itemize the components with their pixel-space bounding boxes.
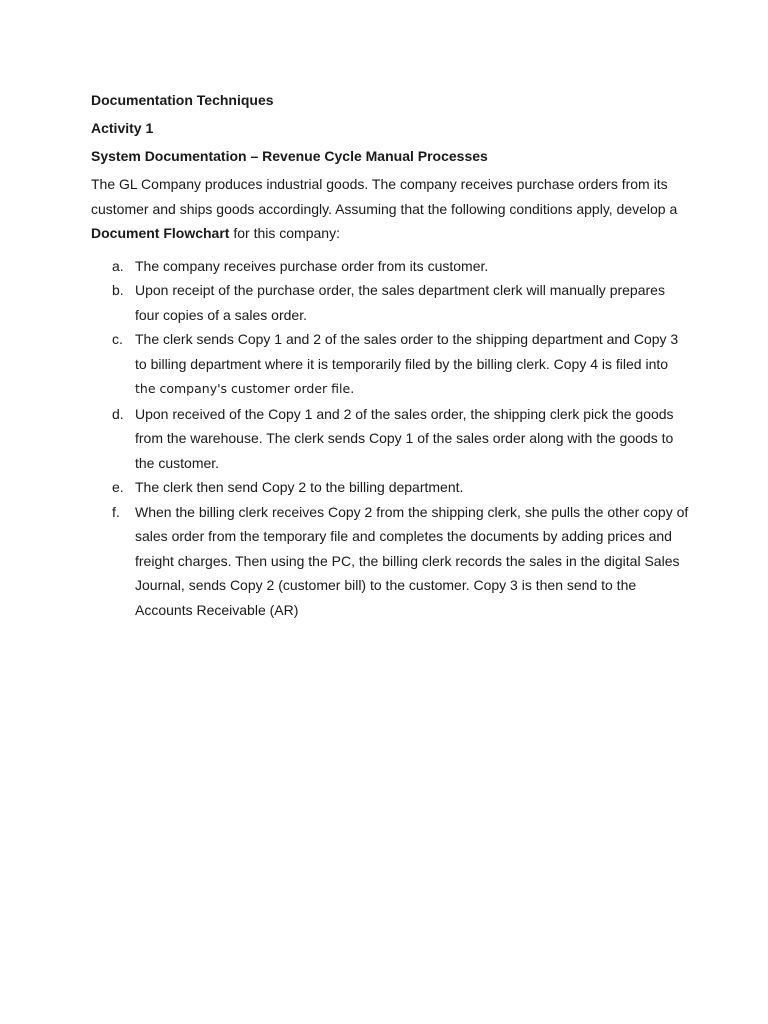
list-item bbox=[91, 475, 691, 500]
list-item-marker: f. bbox=[112, 503, 120, 520]
list-item bbox=[91, 278, 691, 327]
intro-bold-term: Document Flowchart bbox=[91, 225, 230, 241]
document-heading: Documentation Techniques bbox=[91, 92, 274, 108]
list-item-marker: b. bbox=[112, 282, 124, 298]
intro-text-part2: for this company: bbox=[229, 225, 340, 241]
list-item bbox=[91, 500, 691, 623]
list-item-marker: a. bbox=[112, 257, 124, 274]
section-heading: System Documentation – Revenue Cycle Manual Processes bbox=[91, 148, 488, 164]
list-item bbox=[91, 402, 691, 476]
list-item-text: The company receives purchase order from its customer. bbox=[135, 257, 489, 274]
list-item-text: When the billing clerk receives Copy 2 from the shipping clerk, she pulls the other copy of sales order from the temporary file and completes the documents by adding prices and freight charges. Then using the PC, the billing clerk records the sales in the digital Sales Journal, sends Copy 2 (customer bill) to the customer. Copy 3 is then send to the Accounts Receivable (AR) bbox=[135, 503, 689, 618]
list-item-text: Upon received of the Copy 1 and 2 of the sales order, the shipping clerk pick the goods from the warehouse. The clerk sends Copy 1 of the sales order along with the goods to the customer. bbox=[135, 405, 674, 471]
conditions-list bbox=[91, 254, 691, 623]
document-page bbox=[91, 88, 691, 622]
list-item-text: The clerk then send Copy 2 to the billing department. bbox=[135, 479, 464, 495]
activity-heading: Activity 1 bbox=[91, 120, 154, 136]
intro-text-part1: The GL Company produces industrial goods. The company receives purchase orders from its customer and ships goods accordingly. Assuming that the following conditions apply, develop a bbox=[91, 176, 678, 217]
list-item bbox=[91, 254, 691, 279]
list-item-text: The clerk sends Copy 1 and 2 of the sales order to the shipping department and Copy 3 to billing department where it is temporarily filed by the billing clerk. Copy 4 is filed into bbox=[135, 331, 679, 372]
list-item-marker: d. bbox=[112, 405, 124, 422]
list-item-text: Upon receipt of the purchase order, the sales department clerk will manually prepares four copies of a sales order. bbox=[135, 282, 665, 323]
intro-paragraph bbox=[91, 172, 691, 246]
list-item-marker: e. bbox=[112, 479, 124, 495]
list-item-marker: c. bbox=[112, 331, 123, 347]
list-item-text-alt-font: the company's customer order file. bbox=[135, 381, 355, 396]
list-item bbox=[91, 327, 691, 402]
